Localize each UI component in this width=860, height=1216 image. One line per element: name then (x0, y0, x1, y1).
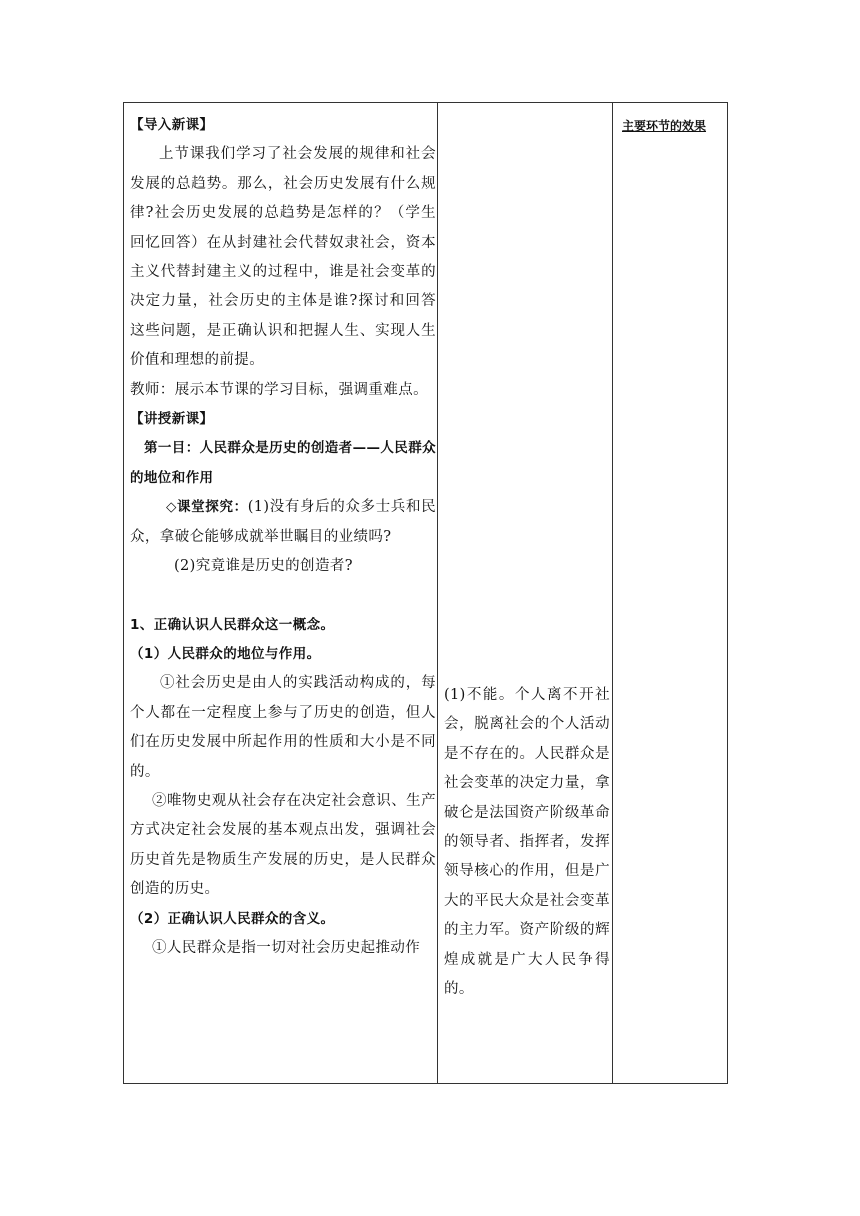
effect-column (622, 115, 722, 134)
explore-question-1 (130, 493, 436, 552)
heading-intro: 【导入新课】 (130, 117, 214, 133)
sub1-title: （1）人民群众的地位与作用。 (130, 645, 321, 662)
sub1-paragraph-2: ②唯物史观从社会存在决定社会意识、生产方式决定社会发展的基本观点出发，强调社会历史首先是物质生产发展的历史，是人民群众创造的历史。 (130, 792, 436, 898)
answer-text: (1)不能。个人离不开社会，脱离社会的个人活动是不存在的。人民群众是社会变革的决定力量，拿破仑是法国资产阶级革命的领导者、指挥者，发挥领导核心的作用，但是广大的平民大众是社会变革的主力军。资产阶级的辉煌成就是广大人民争得的。 (444, 687, 610, 998)
heading-lecture: 【讲授新课】 (130, 411, 214, 428)
student-activity-column (444, 681, 610, 1004)
teaching-content-column (130, 111, 436, 963)
intro-paragraph: 上节课我们学习了社会发展的规律和社会发展的总趋势。那么，社会历史发展有什么规律?社会历史发展的总趋势是怎样的？（学生回忆回答）在从封建社会代替奴隶社会，资本主义代替封建主义的过程中，谁是社会变革的决定力量，社会历史的主体是谁?探讨和回答这些问题，是正确认识和把握人生、实现人生价值和理想的前提。 (130, 146, 436, 369)
teacher-line: 教师：展示本节课的学习目标，强调重难点。 (130, 381, 428, 398)
section1-title: 第一目：人民群众是历史的创造者——人民群众的地位和作用 (130, 440, 436, 486)
explore-q1-text: (1)没有身后的众多士兵和民众，拿破仑能够成就举世瞩目的业绩吗? (130, 499, 436, 545)
sub1-paragraph-1: ①社会历史是由人的实践活动构成的，每个人都在一定程度上参与了历史的创造，但人们在历史发展中所起作用的性质和大小是不同的。 (130, 675, 436, 780)
point1-title: 1、正确认识人民群众这一概念。 (130, 616, 335, 633)
column-divider (437, 103, 438, 1083)
sub2-title: （2）正确认识人民群众的含义。 (130, 910, 335, 927)
sub2-paragraph-1: ①人民群众是指一切对社会历史起推动作 (152, 939, 421, 956)
column-divider (612, 103, 613, 1083)
explore-question-2: (2)究竟谁是历史的创造者? (174, 558, 353, 575)
explore-label: ◇课堂探究： (166, 499, 248, 516)
lesson-table (123, 102, 728, 1084)
effect-header: 主要环节的效果 (622, 119, 707, 133)
